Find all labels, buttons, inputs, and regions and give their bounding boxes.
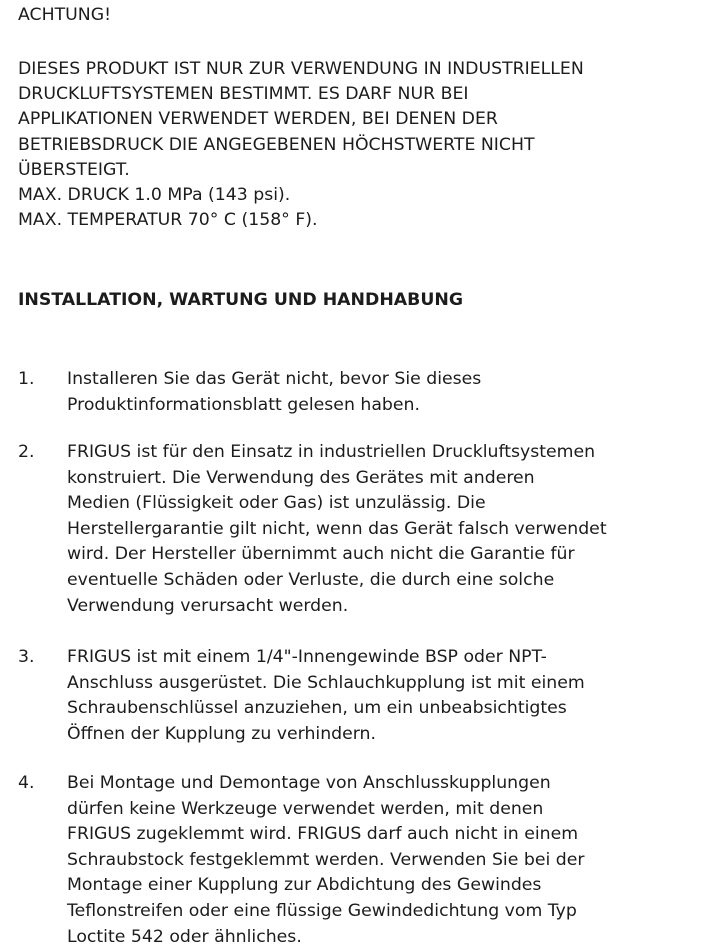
list-item-line: Montage einer Kupplung zur Abdichtung des Gewindes [67,875,542,896]
warning-line: APPLIKATIONEN VERWENDET WERDEN, BEI DENEN DER [18,109,498,129]
list-item-line: FRIGUS ist mit einem 1/4"-Innengewinde BSP oder NPT- [67,647,547,667]
list-item-line: Herstellergarantie gilt nicht, wenn das Gerät falsch verwendet [67,518,607,539]
list-item-line: konstruiert. Die Verwendung des Gerätes mit anderen [67,467,535,488]
list-item-line: Teflonstreifen oder eine flüssige Gewindedichtung vom Typ [67,900,577,921]
list-item-text [67,367,707,418]
list-item-line: Verwendung verursacht werden. [67,595,349,616]
list-item-line: dürfen keine Werkzeuge verwendet werden, mit denen [67,798,544,819]
list-item-line: eventuelle Schäden oder Verluste, die durch eine solche [67,569,555,590]
list-item-line: FRIGUS ist für den Einsatz in industriellen Druckluftsystemen [67,442,596,462]
list-item-line: Anschluss ausgerüstet. Die Schlauchkupplung ist mit einem [67,672,585,693]
list-item-text [67,440,707,619]
warning-line: DIESES PRODUKT IST NUR ZUR VERWENDUNG IN INDUSTRIELLEN [18,59,584,79]
list-item-line: Produktinformationsblatt gelesen haben. [67,394,420,415]
list-item-line: Öffnen der Kupplung zu verhindern. [67,723,377,744]
list-item-number: 2. [18,442,35,462]
list-item-line: Medien (Flüssigkeit oder Gas) ist unzulässig. Die [67,493,486,514]
list-item-number: 3. [18,647,35,667]
list-item-line: Loctite 542 oder ähnliches. [67,926,302,947]
section-heading: INSTALLATION, WARTUNG UND HANDHABUNG [18,290,464,310]
max-temperature-line: MAX. TEMPERATUR 70° C (158° F). [18,210,318,230]
list-item-line: Schraubstock festgeklemmt werden. Verwenden Sie bei der [67,849,585,870]
warning-line: ÜBERSTEIGT. [18,160,130,180]
list-item-number: 4. [18,773,35,793]
list-item-text [67,645,707,747]
list-item-line: Bei Montage und Demontage von Anschlusskupplungen [67,773,551,793]
list-item-line: Schraubenschlüssel anzuziehen, um ein unbeabsichtigtes [67,698,567,719]
list-item-line: Installeren Sie das Gerät nicht, bevor Sie dieses [67,369,482,389]
warning-line: DRUCKLUFTSYSTEMEN BESTIMMT. ES DARF NUR BEI [18,84,469,104]
list-item-line: wird. Der Hersteller übernimmt auch nicht die Garantie für [67,544,575,565]
list-item-number: 1. [18,369,35,389]
list-item-text [67,771,707,950]
warning-line: BETRIEBSDRUCK DIE ANGEGEBENEN HÖCHSTWERTE NICHT [18,135,535,155]
warning-title: ACHTUNG! [18,5,112,25]
max-pressure-line: MAX. DRUCK 1.0 MPa (143 psi). [18,185,291,205]
list-item-line: FRIGUS zugeklemmt wird. FRIGUS darf auch nicht in einem [67,824,579,845]
